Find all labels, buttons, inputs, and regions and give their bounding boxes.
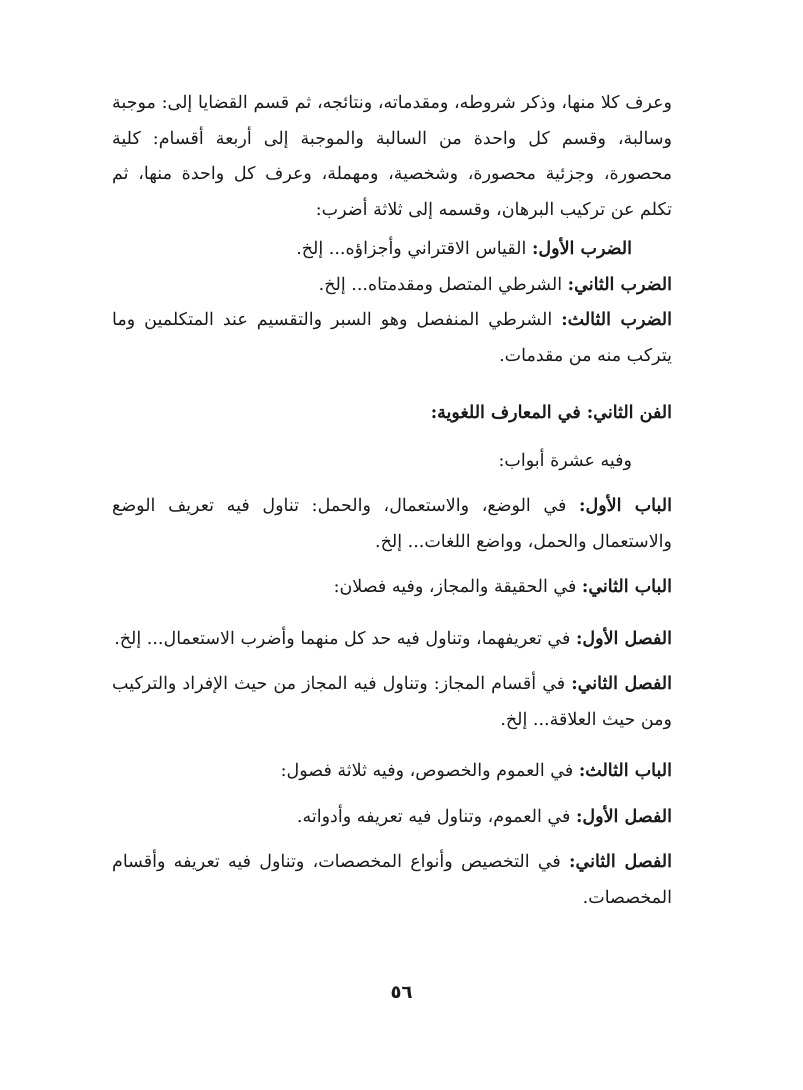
chapter-text: في الوضع، والاستعمال، والحمل: تناول فيه تعريف الوضع والاستعمال والحمل، وواضع اللغات... إلخ. [112,496,672,552]
section-text: في التخصيص وأنواع المخصصات، وتناول فيه تعريفه وأقسام المخصصات. [112,852,672,908]
chapter-3-section-1 [112,800,672,836]
type-text: الشرطي المنفصل وهو السبر والتقسيم عند المتكلمين وما يتركب منه من مقدمات. [112,310,672,366]
chapter-2 [112,570,672,606]
chapter-2-section-2 [112,667,672,738]
chapter-label: الباب الثاني: [581,577,672,597]
type-text: الشرطي المتصل ومقدمتاه... إلخ. [318,274,568,295]
chapter-3 [112,754,672,790]
section-label: الفصل الأول: [575,628,672,649]
page-body [112,86,672,916]
section-text: في العموم، وتناول فيه تعريفه وأدواته. [296,806,576,827]
section-label: الفصل الأول: [575,806,672,827]
type-text: القياس الاقتراني وأجزاؤه... إلخ. [296,239,532,259]
section-label: الفصل الثاني: [569,852,672,872]
type-item-1 [112,232,672,268]
chapter-text: في العموم والخصوص، وفيه ثلاثة فصول: [280,761,579,781]
chapter-3-section-2 [112,845,672,916]
chapter-label: الباب الثالث: [578,761,672,781]
chapter-text: في الحقيقة والمجاز، وفيه فصلان: [333,577,582,597]
section-intro: وفيه عشرة أبواب: [498,450,632,471]
chapter-2-section-1 [112,622,672,658]
type-label: الضرب الأول: [531,239,632,259]
section-heading: الفن الثاني: في المعارف اللغوية: [430,403,672,423]
type-label: الضرب الثالث: [561,310,672,330]
chapter-label: الباب الأول: [579,496,672,516]
chapter-1 [112,489,672,560]
intro-paragraph: وعرف كلا منها، وذكر شروطه، ومقدماته، ونتائجه، ثم قسم القضايا إلى: موجبة وسالبة، وقسم كل واحدة من السالبة والموجبة إلى أربعة أقسام: كلية محصورة، وجزئية محصورة، وشخصية، ومهملة، وعرف كل واحدة منها، ثم تكلم عن تركيب البرهان، وقسمه إلى ثلاثة أضرب: [112,93,672,220]
type-label: الضرب الثاني: [567,274,672,295]
section-text: في تعريفهما، وتناول فيه حد كل منهما وأضرب الاستعمال... إلخ. [114,628,576,649]
page-number: ٥٦ [390,982,413,1003]
section-label: الفصل الثاني: [571,674,673,694]
section-text: في أقسام المجاز: وتناول فيه المجاز من حيث الإفراد والتركيب ومن حيث العلاقة... إلخ. [112,674,672,730]
type-item-3 [112,303,672,374]
type-item-2 [112,268,672,304]
